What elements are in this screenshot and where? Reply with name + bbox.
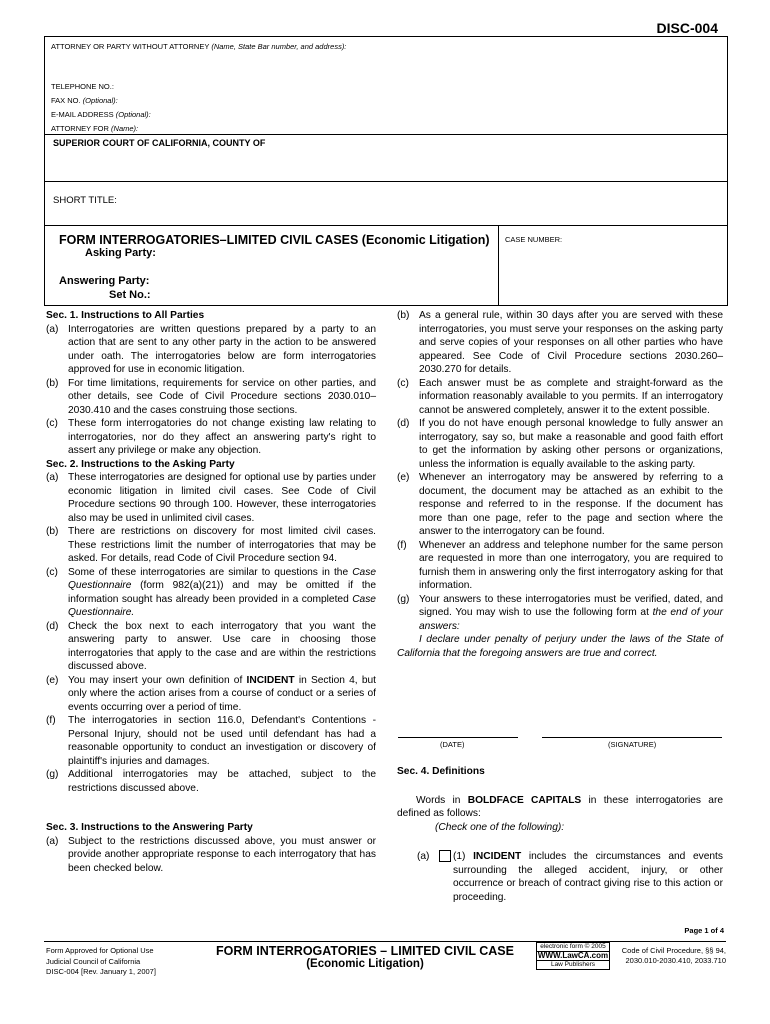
sec1-b: (b) For time limitations, requirements for service on other parties, and other details, see Code of Civil Procedure sections 2030.010–2030.410 and the cases construing those sections.	[46, 377, 376, 416]
date-line[interactable]	[398, 737, 518, 738]
sec4-a-checkbox[interactable]	[439, 850, 451, 862]
short-title-label[interactable]: SHORT TITLE:	[53, 195, 117, 206]
sec2-title: Sec. 2. Instructions to the Asking Party	[46, 458, 235, 470]
page-number: Page 1 of 4	[684, 926, 724, 935]
declaration: I declare under penalty of perjury under the laws of the State of California that the foregoing answers are true and correct.	[397, 634, 723, 659]
footer-citation: Code of Civil Procedure, §§ 94, 2030.010-2030.410, 2033.710	[621, 946, 726, 965]
sec2-a: (a) These interrogatories are designed for optional use by parties under economic litigation in limited civil cases. See Code of Civil Procedure sections 90 through 100. However, these interrogatories also may be used in unlimited civil cases.	[46, 472, 376, 524]
telephone-label[interactable]: TELEPHONE NO.:	[51, 82, 114, 91]
court-label[interactable]: SUPERIOR COURT OF CALIFORNIA, COUNTY OF	[53, 138, 266, 148]
sec4-intro: Words in BOLDFACE CAPITALS in these interrogatories are defined as follows:	[397, 794, 723, 819]
sec3-c: (c) Each answer must be as complete and straight-forward as the information reasonably available to you permits. If an interrogatory cannot be answered completely, answer it to the extent possible.	[397, 377, 723, 416]
sec3-b: (b) As a general rule, within 30 days after you are served with these interrogatories, you must serve your responses on the asking party and serve copies of your responses on all other parties who have appeared. See Code of Civil Procedure sections 2030.260–2030.270 for details.	[397, 310, 723, 375]
lawca-logo: electronic form © 2005 WWW.LawCA.com Law Publishers	[537, 943, 609, 968]
sec4-check-instruction: (Check one of the following):	[435, 821, 565, 833]
right-column	[397, 309, 723, 660]
signature-line[interactable]	[542, 737, 722, 738]
sec2-d: (d) Check the box next to each interrogatory that you want the answering party to answer. Use care in choosing those interrogatories that apply to the case and are within the restrictions discussed above.	[46, 620, 376, 672]
sec4-title: Sec. 4. Definitions	[397, 766, 485, 777]
left-column	[46, 309, 376, 875]
footer-title: FORM INTERROGATORIES – LIMITED CIVIL CASE (Economic Litigation)	[216, 944, 514, 970]
email-label[interactable]: E-MAIL ADDRESS (Optional):	[51, 110, 151, 119]
attorney-for-label[interactable]: ATTORNEY FOR (Name):	[51, 124, 139, 133]
asking-party-label[interactable]: Asking Party:	[85, 247, 156, 259]
attorney-label: ATTORNEY OR PARTY WITHOUT ATTORNEY (Name, State Bar number, and address):	[51, 42, 347, 51]
case-number-label[interactable]: CASE NUMBER:	[505, 235, 563, 244]
sec3-g: (g) Your answers to these interrogatories must be verified, dated, and signed. You may wish to use the following form at the end of your answers:	[397, 593, 723, 632]
sec2-b: (b) There are restrictions on discovery for most limited civil cases. These restrictions limit the number of interrogatories that may be asked. For details, read Code of Civil Procedure section 94.	[46, 526, 376, 564]
sec2-c: (c) Some of these interrogatories are similar to questions in the Case Questionnaire (form 982(a)(21)) and may be omitted if the information sought has already been provided in a completed Case Questionnaire.	[46, 566, 376, 618]
answering-party-label[interactable]: Answering Party:	[59, 275, 150, 287]
sec1-c: (c) These form interrogatories do not change existing law relating to interrogatories, nor do they affect an answering party's right to assert any privilege or make any objection.	[46, 418, 376, 456]
sec3-e: (e) Whenever an interrogatory may be answered by referring to a document, the document may be attached as an exhibit to the response and referred to in the response. If the document has more than one page, refer to the page and section where the answer to the interrogatory can be found.	[397, 472, 723, 537]
sec3-a: (a) Subject to the restrictions discussed above, you must answer or provide another appropriate response to each interrogatory that has been checked below.	[46, 835, 376, 874]
sec2-f: (f) The interrogatories in section 116.0, Defendant's Contentions - Personal Injury, should not be used until defendant has had a reasonable opportunity to conduct an investigation or discovery of plaintiff's injuries and damages.	[46, 715, 376, 767]
sec3-title: Sec. 3. Instructions to the Answering Party	[46, 822, 253, 833]
sec1-title: Sec. 1. Instructions to All Parties	[46, 310, 205, 321]
signature-label: (SIGNATURE)	[608, 740, 657, 749]
set-no-label[interactable]: Set No.:	[109, 289, 151, 301]
caption-box	[44, 36, 728, 306]
sec4-a: (a) (1) INCIDENT includes the circumstances and events surrounding the alleged accident, injury, or other occurrence or breach of contract giving rise to this action or proceeding.	[417, 851, 723, 903]
sec1-a: (a) Interrogatories are written questions prepared by a party to an action that are sent to any other party in the action to be answered under oath. The interrogatories below are form interrogatories approved for use in economic litigation.	[46, 323, 376, 375]
sec3-d: (d) If you do not have enough personal knowledge to fully answer an interrogatory, say so, but make a reasonable and good faith effort to get the information by asking other persons or organizations, unless the information is equally available to the asking party.	[397, 418, 723, 470]
form-id: DISC-004	[656, 20, 718, 36]
date-label: (DATE)	[440, 740, 465, 749]
footer-rule	[44, 941, 726, 942]
sec2-e: (e) You may insert your own definition of INCIDENT in Section 4, but only where the action arises from a course of conduct or a series of events occurring over a period of time.	[46, 674, 376, 713]
fax-label[interactable]: FAX NO. (Optional):	[51, 96, 118, 105]
sec4-block	[397, 765, 723, 904]
sec3-f: (f) Whenever an address and telephone number for the same person are requested in more than one interrogatory, you are required to furnish them in answering only the first interrogatory asking for that information.	[397, 539, 723, 591]
footer-left: Form Approved for Optional Use Judicial Council of California DISC-004 [Rev. January 1, 2007]	[46, 946, 156, 976]
sec2-g: (g) Additional interrogatories may be attached, subject to the restrictions discussed above.	[46, 769, 376, 794]
form-title: FORM INTERROGATORIES–LIMITED CIVIL CASES (Economic Litigation)	[59, 233, 490, 247]
